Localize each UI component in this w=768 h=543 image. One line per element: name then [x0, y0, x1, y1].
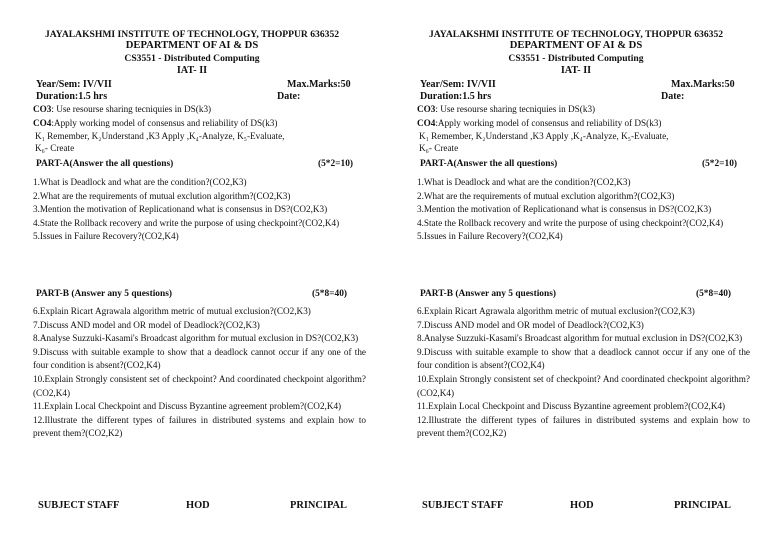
- date-label: Date:: [277, 91, 301, 102]
- year-sem: Year/Sem: IV/VII: [36, 79, 112, 90]
- question: 10.Explain Strongly consistent set of checkpoint? And coordinated checkpoint algorithm?(CO2,K4): [417, 373, 750, 398]
- knowledge-levels-cont: K₆- Create: [419, 143, 459, 153]
- department-name: DEPARTMENT OF AI & DS: [125, 40, 259, 51]
- institute-name: JAYALAKSHMI INSTITUTE OF TECHNOLOGY, THOPPUR 636352: [44, 29, 340, 40]
- signature-principal: PRINCIPAL: [290, 500, 347, 511]
- question: 8.Analyse Suzzuki-Kasami's Broadcast algorithm for mutual exclusion in DS?(CO2,K3): [33, 333, 359, 344]
- question: 2.What are the requirements of mutual exclution algorithm?(CO2,K3): [417, 190, 675, 201]
- course-outcome-co3: CO3: Use resourse sharing tecniquies in DS(k3): [33, 104, 212, 114]
- year-sem: Year/Sem: IV/VII: [420, 79, 496, 90]
- question: 9.Discuss with suitable example to show that a deadlock cannot occur if any one of the four condition is absent?(CO2,K4): [417, 346, 750, 371]
- part-a-marks: (5*2=10): [702, 159, 738, 169]
- question: 12.Illustrate the different types of failures in distributed systems and explain how to prevent them?(CO2,K2): [33, 414, 366, 439]
- part-b-title: PART-B (Answer any 5 questions): [420, 289, 556, 299]
- duration: Duration:1.5 hrs: [420, 91, 492, 102]
- question: 12.Illustrate the different types of failures in distributed systems and explain how to prevent them?(CO2,K2): [417, 414, 750, 439]
- part-a-questions: [417, 176, 747, 244]
- course-title: CS3551 - Distributed Computing: [124, 53, 260, 64]
- knowledge-levels-cont: K₆- Create: [35, 143, 75, 153]
- part-a-title: PART-A(Answer the all questions): [420, 159, 558, 169]
- max-marks: Max.Marks:50: [287, 79, 351, 90]
- duration: Duration:1.5 hrs: [36, 91, 108, 102]
- date-label: Date:: [661, 91, 685, 102]
- course-outcome-co3: CO3: Use resourse sharing tecniquies in DS(k3): [417, 104, 596, 114]
- course-outcome-co4: CO4:Apply working model of consensus and reliability of DS(k3): [33, 118, 278, 128]
- question: 8.Analyse Suzzuki-Kasami's Broadcast algorithm for mutual exclusion in DS?(CO2,K3): [417, 333, 743, 344]
- signature-subject-staff: SUBJECT STAFF: [422, 500, 504, 511]
- part-a-questions: [33, 176, 363, 244]
- part-b-title: PART-B (Answer any 5 questions): [36, 289, 172, 299]
- question: 4.State the Rollback recovery and write the purpose of using checkpoint?(CO2,K4): [33, 217, 340, 228]
- question: 9.Discuss with suitable example to show that a deadlock cannot occur if any one of the four condition is absent?(CO2,K4): [33, 346, 366, 371]
- question: 5.Issues in Failure Recovery?(CO2,K4): [33, 231, 179, 241]
- part-b-marks: (5*8=40): [312, 289, 348, 299]
- question: 3.Mention the motivation of Replicationand what is consensus in DS?(CO2,K3): [33, 204, 328, 214]
- signature-subject-staff: SUBJECT STAFF: [38, 500, 120, 511]
- part-b-questions: [417, 305, 750, 441]
- question: 6.Explain Ricart Agrawala algorithm metric of mutual exclusion?(CO2,K3): [33, 306, 311, 316]
- question: 1.What is Deadlock and what are the condition?(CO2,K3): [33, 177, 247, 187]
- question-paper-right: [384, 0, 768, 543]
- part-b-marks: (5*8=40): [696, 289, 732, 299]
- signature-hod: HOD: [570, 500, 594, 511]
- knowledge-levels: K₁ Remember, K₂Understand ,K3 Apply ,K₄-Analyze, K₅-Evaluate,: [419, 131, 669, 141]
- question: 4.State the Rollback recovery and write the purpose of using checkpoint?(CO2,K4): [417, 217, 724, 228]
- exam-title: IAT- II: [176, 65, 208, 76]
- part-a-marks: (5*2=10): [318, 159, 354, 169]
- question: 1.What is Deadlock and what are the condition?(CO2,K3): [417, 177, 631, 187]
- question: 11.Explain Local Checkpoint and Discuss Byzantine agreement problem?(CO2,K4): [33, 401, 342, 412]
- knowledge-levels: K₁ Remember, K₂Understand ,K3 Apply ,K₄-Analyze, K₅-Evaluate,: [35, 131, 285, 141]
- question: 10.Explain Strongly consistent set of checkpoint? And coordinated checkpoint algorithm?(CO2,K4): [33, 373, 366, 398]
- signature-principal: PRINCIPAL: [674, 500, 731, 511]
- question: 6.Explain Ricart Agrawala algorithm metric of mutual exclusion?(CO2,K3): [417, 306, 695, 316]
- question: 11.Explain Local Checkpoint and Discuss Byzantine agreement problem?(CO2,K4): [417, 401, 726, 412]
- exam-title: IAT- II: [560, 65, 592, 76]
- part-b-questions: [33, 305, 366, 441]
- question: 3.Mention the motivation of Replicationand what is consensus in DS?(CO2,K3): [417, 204, 712, 214]
- signature-hod: HOD: [186, 500, 210, 511]
- question: 7.Discuss AND model and OR model of Deadlock?(CO2,K3): [417, 319, 644, 330]
- question: 7.Discuss AND model and OR model of Deadlock?(CO2,K3): [33, 319, 260, 330]
- institute-name: JAYALAKSHMI INSTITUTE OF TECHNOLOGY, THOPPUR 636352: [428, 29, 724, 40]
- question: 2.What are the requirements of mutual exclution algorithm?(CO2,K3): [33, 190, 291, 201]
- max-marks: Max.Marks:50: [671, 79, 735, 90]
- question: 5.Issues in Failure Recovery?(CO2,K4): [417, 231, 563, 241]
- course-outcome-co4: CO4:Apply working model of consensus and reliability of DS(k3): [417, 118, 662, 128]
- course-title: CS3551 - Distributed Computing: [508, 53, 644, 64]
- part-a-title: PART-A(Answer the all questions): [36, 159, 174, 169]
- department-name: DEPARTMENT OF AI & DS: [509, 40, 643, 51]
